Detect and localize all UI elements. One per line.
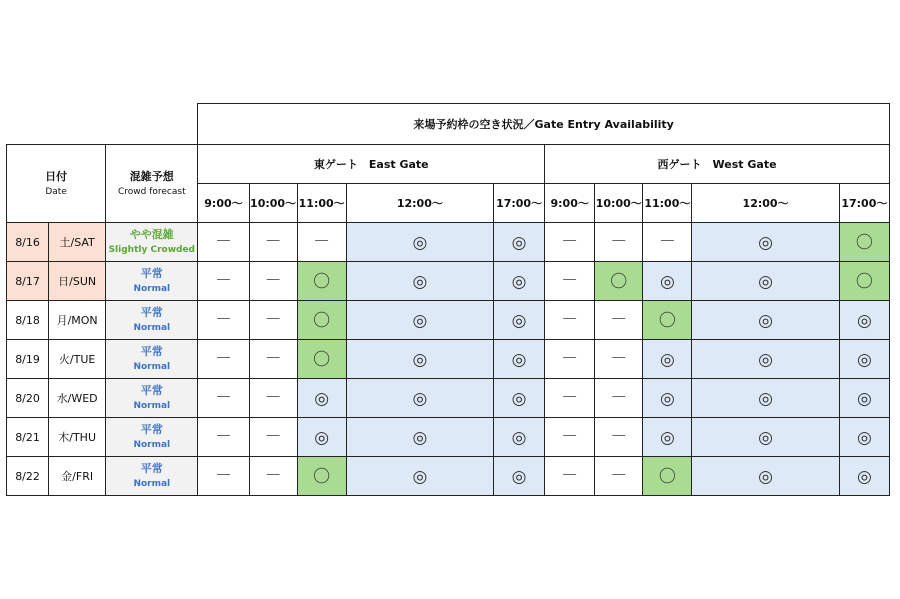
west-slot-available bbox=[692, 457, 839, 496]
dash-mark: － bbox=[264, 387, 282, 408]
double-circle-icon: ◎ bbox=[412, 232, 428, 253]
date-header-ja: 日付 bbox=[45, 169, 68, 183]
west-slot-unavailable bbox=[595, 418, 643, 457]
forecast-ja: やや混雑 bbox=[129, 228, 174, 241]
double-circle-icon: ◎ bbox=[511, 232, 527, 253]
east-slot-available bbox=[494, 340, 545, 379]
forecast-cell bbox=[106, 301, 198, 340]
east-slot-available bbox=[494, 301, 545, 340]
west-time-1: 10:00～ bbox=[595, 184, 643, 223]
corner-blank bbox=[7, 104, 198, 145]
table-title: 来場予約枠の空き状況／Gate Entry Availability bbox=[198, 104, 890, 145]
table-row bbox=[7, 340, 890, 379]
east-slot-available bbox=[297, 418, 346, 457]
dash-mark: － bbox=[561, 348, 579, 369]
table-row bbox=[7, 379, 890, 418]
east-slot-unavailable bbox=[198, 457, 249, 496]
east-slot-unavailable bbox=[249, 457, 297, 496]
dash-mark: － bbox=[561, 270, 579, 291]
double-circle-icon: ◎ bbox=[659, 349, 675, 370]
double-circle-icon: ◎ bbox=[758, 232, 773, 253]
dash-mark: － bbox=[561, 309, 579, 330]
availability-table-container bbox=[6, 103, 890, 501]
east-slot-available bbox=[494, 379, 545, 418]
double-circle-icon: ◎ bbox=[758, 349, 773, 370]
west-slot-available bbox=[643, 340, 692, 379]
dash-mark: － bbox=[610, 426, 628, 447]
weekday-cell: 水/WED bbox=[49, 379, 106, 418]
east-slot-unavailable bbox=[249, 223, 297, 262]
west-slot-available bbox=[839, 457, 889, 496]
west-slot-available bbox=[839, 301, 889, 340]
dash-mark: － bbox=[214, 309, 232, 330]
dash-mark: － bbox=[264, 426, 282, 447]
east-slot-unavailable bbox=[249, 340, 297, 379]
weekday-cell: 火/TUE bbox=[49, 340, 106, 379]
forecast-en: Normal bbox=[133, 283, 171, 294]
east-slot-unavailable bbox=[249, 418, 297, 457]
forecast-header-en: Crowd forecast bbox=[117, 187, 186, 198]
dash-mark: － bbox=[610, 309, 628, 330]
west-slot-unavailable bbox=[545, 301, 595, 340]
west-slot-available bbox=[692, 301, 839, 340]
east-slot-unavailable bbox=[198, 223, 249, 262]
double-circle-icon: ◎ bbox=[412, 388, 428, 409]
table-row bbox=[7, 262, 890, 301]
east-slot-few-left bbox=[297, 457, 346, 496]
weekday-cell: 土/SAT bbox=[49, 223, 106, 262]
east-time-2: 11:00～ bbox=[297, 184, 346, 223]
east-slot-available bbox=[494, 457, 545, 496]
double-circle-icon: ◎ bbox=[511, 388, 527, 409]
dash-mark: － bbox=[610, 465, 628, 486]
east-slot-available bbox=[346, 301, 493, 340]
east-slot-available bbox=[346, 418, 493, 457]
west-slot-few-left bbox=[595, 262, 643, 301]
circle-icon: 〇 bbox=[855, 232, 873, 253]
west-slot-unavailable bbox=[545, 223, 595, 262]
table-row bbox=[7, 301, 890, 340]
table-row bbox=[7, 457, 890, 496]
forecast-ja: 平常 bbox=[140, 384, 163, 397]
east-slot-few-left bbox=[297, 340, 346, 379]
west-gate-header: 西ゲート West Gate bbox=[545, 145, 890, 184]
forecast-en: Normal bbox=[133, 400, 171, 411]
date-header-en: Date bbox=[45, 187, 67, 198]
forecast-en: Normal bbox=[133, 322, 171, 333]
circle-icon: 〇 bbox=[313, 310, 331, 331]
dash-mark: － bbox=[658, 231, 676, 252]
circle-icon: 〇 bbox=[658, 310, 676, 331]
east-slot-unavailable bbox=[198, 418, 249, 457]
west-slot-unavailable bbox=[643, 223, 692, 262]
dash-mark: － bbox=[561, 231, 579, 252]
double-circle-icon: ◎ bbox=[511, 349, 527, 370]
west-slot-unavailable bbox=[595, 379, 643, 418]
east-slot-unavailable bbox=[198, 379, 249, 418]
double-circle-icon: ◎ bbox=[758, 388, 773, 409]
forecast-en: Normal bbox=[133, 361, 171, 372]
east-slot-available bbox=[346, 262, 493, 301]
circle-icon: 〇 bbox=[658, 466, 676, 487]
west-slot-available bbox=[643, 379, 692, 418]
double-circle-icon: ◎ bbox=[856, 310, 872, 331]
date-cell: 8/19 bbox=[7, 340, 49, 379]
availability-table bbox=[6, 103, 890, 496]
east-gate-header: 東ゲート East Gate bbox=[198, 145, 545, 184]
west-slot-available bbox=[643, 262, 692, 301]
east-slot-unavailable bbox=[198, 262, 249, 301]
forecast-ja: 平常 bbox=[140, 306, 163, 319]
double-circle-icon: ◎ bbox=[659, 271, 675, 292]
dash-mark: － bbox=[264, 270, 282, 291]
east-slot-available bbox=[494, 223, 545, 262]
dash-mark: － bbox=[610, 387, 628, 408]
forecast-ja: 平常 bbox=[140, 423, 163, 436]
weekday-cell: 日/SUN bbox=[49, 262, 106, 301]
west-slot-unavailable bbox=[595, 340, 643, 379]
forecast-ja: 平常 bbox=[140, 462, 163, 475]
west-time-4: 17:00～ bbox=[839, 184, 889, 223]
dash-mark: － bbox=[264, 309, 282, 330]
west-slot-available bbox=[839, 418, 889, 457]
west-slot-few-left bbox=[643, 457, 692, 496]
dash-mark: － bbox=[264, 231, 282, 252]
dash-mark: － bbox=[214, 348, 232, 369]
east-slot-available bbox=[494, 262, 545, 301]
date-cell: 8/16 bbox=[7, 223, 49, 262]
west-slot-available bbox=[839, 379, 889, 418]
east-time-3: 12:00～ bbox=[346, 184, 493, 223]
dash-mark: － bbox=[214, 387, 232, 408]
double-circle-icon: ◎ bbox=[511, 466, 527, 487]
date-cell: 8/20 bbox=[7, 379, 49, 418]
west-slot-unavailable bbox=[545, 457, 595, 496]
double-circle-icon: ◎ bbox=[511, 271, 527, 292]
dash-mark: － bbox=[610, 348, 628, 369]
east-slot-few-left bbox=[297, 262, 346, 301]
double-circle-icon: ◎ bbox=[314, 388, 330, 409]
double-circle-icon: ◎ bbox=[856, 466, 872, 487]
west-slot-few-left bbox=[839, 223, 889, 262]
double-circle-icon: ◎ bbox=[659, 427, 675, 448]
forecast-ja: 平常 bbox=[140, 267, 163, 280]
west-slot-available bbox=[692, 223, 839, 262]
west-slot-unavailable bbox=[595, 301, 643, 340]
west-slot-few-left bbox=[839, 262, 889, 301]
forecast-en: Normal bbox=[133, 439, 171, 450]
west-time-2: 11:00～ bbox=[643, 184, 692, 223]
date-cell: 8/22 bbox=[7, 457, 49, 496]
double-circle-icon: ◎ bbox=[511, 310, 527, 331]
east-slot-available bbox=[346, 457, 493, 496]
forecast-cell bbox=[106, 379, 198, 418]
west-time-0: 9:00～ bbox=[545, 184, 595, 223]
double-circle-icon: ◎ bbox=[412, 271, 428, 292]
west-slot-unavailable bbox=[545, 340, 595, 379]
double-circle-icon: ◎ bbox=[412, 466, 428, 487]
double-circle-icon: ◎ bbox=[511, 427, 527, 448]
west-slot-available bbox=[839, 340, 889, 379]
west-slot-unavailable bbox=[545, 418, 595, 457]
west-time-3: 12:00～ bbox=[692, 184, 839, 223]
double-circle-icon: ◎ bbox=[758, 427, 773, 448]
forecast-header-ja: 混雑予想 bbox=[129, 169, 174, 183]
east-slot-available bbox=[346, 340, 493, 379]
double-circle-icon: ◎ bbox=[856, 388, 872, 409]
table-row bbox=[7, 223, 890, 262]
east-slot-unavailable bbox=[249, 262, 297, 301]
east-time-1: 10:00～ bbox=[249, 184, 297, 223]
date-header bbox=[7, 145, 106, 223]
double-circle-icon: ◎ bbox=[412, 349, 428, 370]
east-time-0: 9:00～ bbox=[198, 184, 249, 223]
dash-mark: － bbox=[214, 465, 232, 486]
west-slot-available bbox=[692, 262, 839, 301]
west-slot-unavailable bbox=[545, 262, 595, 301]
double-circle-icon: ◎ bbox=[659, 388, 675, 409]
dash-mark: － bbox=[264, 348, 282, 369]
double-circle-icon: ◎ bbox=[758, 466, 773, 487]
west-slot-unavailable bbox=[595, 223, 643, 262]
dash-mark: － bbox=[313, 231, 331, 252]
forecast-cell bbox=[106, 418, 198, 457]
east-slot-unavailable bbox=[249, 379, 297, 418]
weekday-cell: 金/FRI bbox=[49, 457, 106, 496]
table-row bbox=[7, 418, 890, 457]
circle-icon: 〇 bbox=[313, 466, 331, 487]
date-cell: 8/17 bbox=[7, 262, 49, 301]
dash-mark: － bbox=[264, 465, 282, 486]
dash-mark: － bbox=[561, 387, 579, 408]
east-slot-available bbox=[346, 223, 493, 262]
forecast-cell bbox=[106, 340, 198, 379]
forecast-cell bbox=[106, 457, 198, 496]
dash-mark: － bbox=[214, 231, 232, 252]
forecast-header bbox=[106, 145, 198, 223]
west-slot-available bbox=[692, 340, 839, 379]
west-slot-few-left bbox=[643, 301, 692, 340]
circle-icon: 〇 bbox=[313, 349, 331, 370]
east-time-4: 17:00～ bbox=[494, 184, 545, 223]
forecast-en: Slightly Crowded bbox=[108, 244, 195, 255]
dash-mark: － bbox=[610, 231, 628, 252]
date-cell: 8/18 bbox=[7, 301, 49, 340]
east-slot-unavailable bbox=[249, 301, 297, 340]
double-circle-icon: ◎ bbox=[314, 427, 330, 448]
east-slot-unavailable bbox=[297, 223, 346, 262]
west-slot-unavailable bbox=[595, 457, 643, 496]
east-slot-few-left bbox=[297, 301, 346, 340]
dash-mark: － bbox=[214, 270, 232, 291]
west-slot-available bbox=[692, 379, 839, 418]
weekday-cell: 月/MON bbox=[49, 301, 106, 340]
forecast-en: Normal bbox=[133, 478, 171, 489]
east-slot-available bbox=[346, 379, 493, 418]
double-circle-icon: ◎ bbox=[758, 310, 773, 331]
dash-mark: － bbox=[214, 426, 232, 447]
double-circle-icon: ◎ bbox=[412, 310, 428, 331]
date-cell: 8/21 bbox=[7, 418, 49, 457]
forecast-ja: 平常 bbox=[140, 345, 163, 358]
east-slot-unavailable bbox=[198, 301, 249, 340]
west-slot-available bbox=[643, 418, 692, 457]
circle-icon: 〇 bbox=[610, 271, 628, 292]
double-circle-icon: ◎ bbox=[856, 427, 872, 448]
west-slot-available bbox=[692, 418, 839, 457]
circle-icon: 〇 bbox=[855, 271, 873, 292]
forecast-cell bbox=[106, 262, 198, 301]
weekday-cell: 木/THU bbox=[49, 418, 106, 457]
dash-mark: － bbox=[561, 426, 579, 447]
circle-icon: 〇 bbox=[313, 271, 331, 292]
dash-mark: － bbox=[561, 465, 579, 486]
double-circle-icon: ◎ bbox=[758, 271, 773, 292]
east-slot-available bbox=[297, 379, 346, 418]
double-circle-icon: ◎ bbox=[856, 349, 872, 370]
east-slot-unavailable bbox=[198, 340, 249, 379]
double-circle-icon: ◎ bbox=[412, 427, 428, 448]
forecast-cell bbox=[106, 223, 198, 262]
west-slot-unavailable bbox=[545, 379, 595, 418]
east-slot-available bbox=[494, 418, 545, 457]
